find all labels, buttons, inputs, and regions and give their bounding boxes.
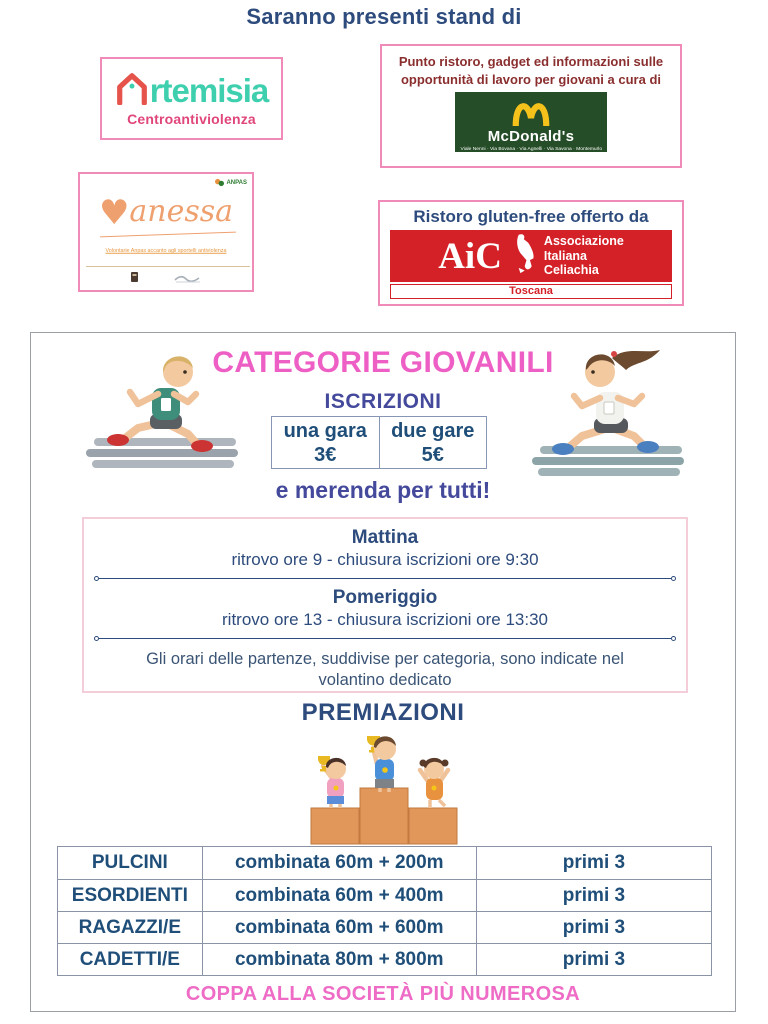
artemisia-sponsor-box: [100, 57, 283, 140]
artemisia-wordmark: rtemisia: [149, 71, 269, 109]
aic-region-strip: [390, 284, 672, 299]
fee-label: una gara: [283, 419, 367, 442]
awards-table: [57, 846, 712, 976]
anpas-emblem-icon: [215, 178, 224, 187]
golden-arches-icon: [508, 94, 554, 131]
vanessa-tagline: Volontarie Anpas accanto agli sportelli antiviolenza: [105, 248, 227, 254]
fee-cell-one-race: [272, 417, 379, 468]
divider-dot-icon: [671, 576, 676, 581]
awards-category: RAGAZZI/E: [58, 911, 202, 943]
anpas-label: ANPAS: [226, 179, 247, 186]
vanessa-footer-logos: [80, 272, 252, 284]
awards-prizes: primi 3: [476, 911, 711, 943]
artemisia-logo: [115, 71, 269, 110]
house-icon: [115, 71, 149, 110]
italy-silhouette-icon: [510, 233, 536, 280]
mcdonalds-sponsor-box: [380, 44, 682, 168]
podium-winners-illustration: [289, 726, 479, 851]
session-divider: [94, 636, 676, 641]
page-title: Saranno presenti stand di: [246, 4, 522, 29]
fee-table: [271, 416, 487, 469]
awards-category: PULCINI: [91, 852, 168, 873]
awards-prizes: primi 3: [476, 943, 711, 975]
session-name-morning: Mattina: [351, 527, 419, 548]
main-title: CATEGORIE GIOVANILI: [212, 346, 554, 379]
iscrizioni-title: ISCRIZIONI: [324, 390, 442, 413]
aic-brand: AiC: [438, 235, 502, 277]
session-divider: [94, 576, 676, 581]
anpas-logo: [215, 178, 247, 187]
awards-races: combinata 60m + 600m: [202, 911, 476, 943]
fee-price: 3€: [314, 443, 337, 466]
premiazioni-title: PREMIAZIONI: [301, 699, 465, 726]
aic-logo: [390, 230, 672, 282]
awards-races: combinata 60m + 400m: [202, 879, 476, 911]
artemisia-subtitle: Centroantiviolenza: [127, 110, 256, 127]
awards-category: ESORDIENTI: [58, 879, 202, 911]
session-name-afternoon: Pomeriggio: [332, 587, 438, 608]
aic-caption: Ristoro gluten-free offerto da: [413, 207, 649, 226]
session-detail-morning: ritrovo ore 9 - chiusura iscrizioni ore 9:30: [231, 550, 539, 569]
awards-prizes: primi 3: [476, 879, 711, 911]
divider-line: [99, 578, 671, 579]
awards-races: combinata 80m + 800m: [202, 943, 476, 975]
aic-region: Toscana: [509, 285, 553, 297]
aic-sponsor-box: [378, 200, 684, 306]
mcdonalds-brand: McDonald's: [487, 128, 575, 146]
crest-icon: [130, 272, 139, 284]
mcdonalds-logo: [455, 92, 607, 152]
heart-icon: ♥: [98, 193, 130, 233]
fee-label: due gare: [391, 419, 475, 442]
vanessa-divider: [86, 266, 250, 267]
merenda-note: e merenda per tutti!: [275, 477, 491, 503]
divider-dot-icon: [671, 636, 676, 641]
awards-races: combinata 60m + 200m: [202, 847, 476, 879]
fee-cell-two-races: [379, 417, 487, 468]
vanessa-sponsor-box: [78, 172, 254, 292]
awards-prizes: primi 3: [476, 847, 711, 879]
awards-category: CADETTI/E: [58, 943, 202, 975]
signature-mark-icon: [173, 273, 203, 283]
aic-fullname: Associazione Italiana Celiachia: [543, 234, 624, 278]
mcdonalds-caption: Punto ristoro, gadget ed informazioni sulle opportunità di lavoro per giovani a cura di: [398, 54, 664, 87]
mcdonalds-locations: Viale Nenni · Via Bovana · Via Agnelli · Via Savona · Montemurlo: [460, 146, 602, 152]
fee-price: 5€: [421, 443, 444, 466]
session-detail-afternoon: ritrovo ore 13 - chiusura iscrizioni ore 13:30: [222, 610, 548, 629]
schedule-box: [82, 517, 688, 693]
schedule-note: Gli orari delle partenze, suddivise per categoria, sono indicate nel volantino dedicato: [146, 650, 624, 690]
divider-line: [99, 638, 671, 639]
coppa-footer: COPPA ALLA SOCIETÀ PIÙ NUMEROSA: [185, 983, 581, 1005]
vanessa-wordmark: ♥anessa: [98, 193, 234, 233]
